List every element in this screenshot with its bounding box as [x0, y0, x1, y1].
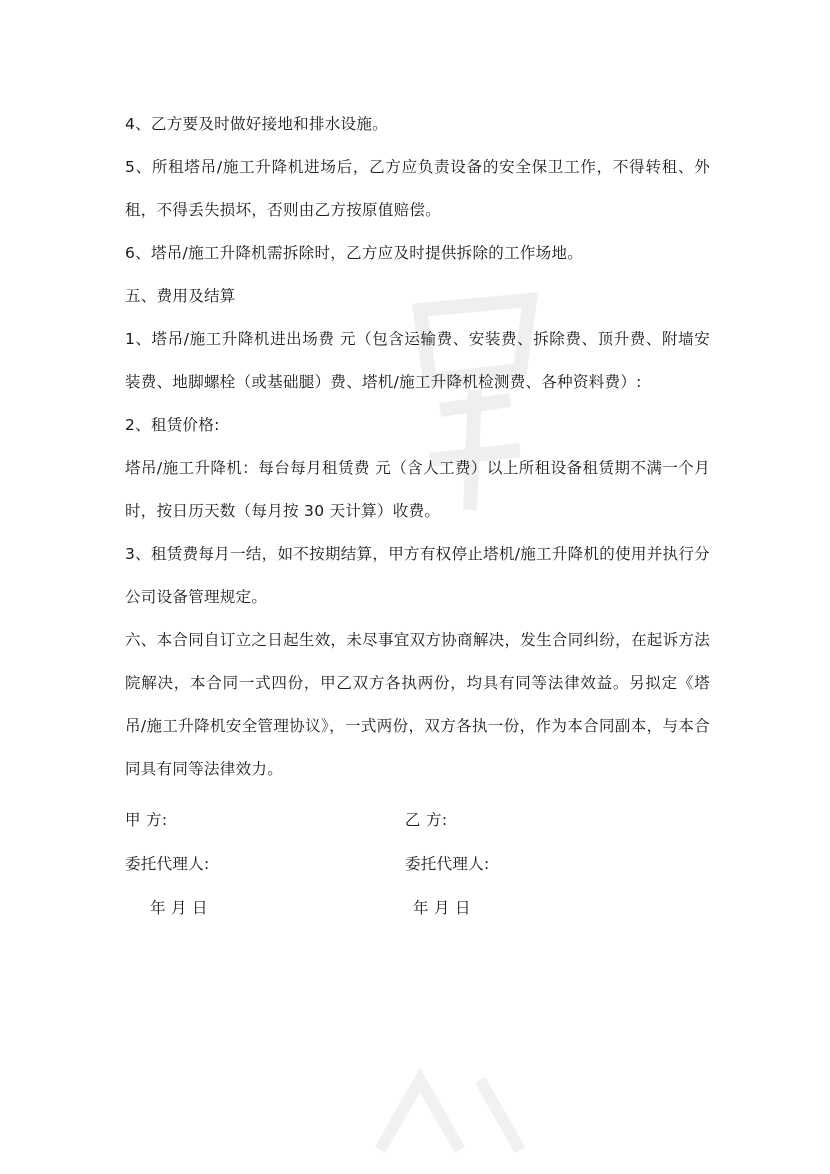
rental-price-detail: 塔吊/施工升降机：每台每月租赁费 元（含人工费）以上所租设备租赁期不满一个月时，按日历天数（每月按 30 天计算）收费。: [125, 459, 710, 520]
contract-body: [125, 103, 710, 791]
fee-clause-3: 3、租赁费每月一结，如不按期结算，甲方有权停止塔机/施工升降机的使用并执行分公司设备管理规定。: [125, 545, 710, 606]
clause-6: 6、塔吊/施工升降机需拆除时，乙方应及时提供拆除的工作场地。: [125, 244, 584, 262]
fee-clause-1: 1、塔吊/施工升降机进出场费 元（包含运输费、安装费、拆除费、顶升费、附墙安装费、地脚螺栓（或基础腿）费、塔机/施工升降机检测费、各种资料费）:: [125, 330, 710, 391]
section-heading-fees: 五、费用及结算: [125, 287, 236, 305]
clause-5: 5、所租塔吊/施工升降机进场后，乙方应负责设备的安全保卫工作，不得转租、外租，不得丢失损坏，否则由乙方按原值赔偿。: [125, 158, 710, 219]
party-a-label: 甲 方:: [125, 811, 168, 829]
clause-4: 4、乙方要及时做好接地和排水设施。: [125, 115, 388, 133]
date-a: 年 月 日: [150, 899, 208, 917]
party-b-label: 乙 方:: [405, 811, 448, 829]
agent-b-label: 委托代理人:: [405, 855, 490, 873]
section-six-effectiveness: 六、本合同自订立之日起生效，未尽事宜双方协商解决，发生合同纠纷，在起诉方法院解决，本合同一式四份，甲乙双方各执两份，均具有同等法律效益。另拟定《塔吊/施工升降机安全管理协议》，一式两份，双方各执一份，作为本合同副本，与本合同具有同等法律效力。: [125, 631, 710, 778]
date-b: 年 月 日: [413, 899, 471, 917]
watermark-graphic-bottom: [360, 1060, 540, 1170]
fee-clause-2: 2、租赁价格:: [125, 416, 220, 434]
agent-a-label: 委托代理人:: [125, 855, 210, 873]
